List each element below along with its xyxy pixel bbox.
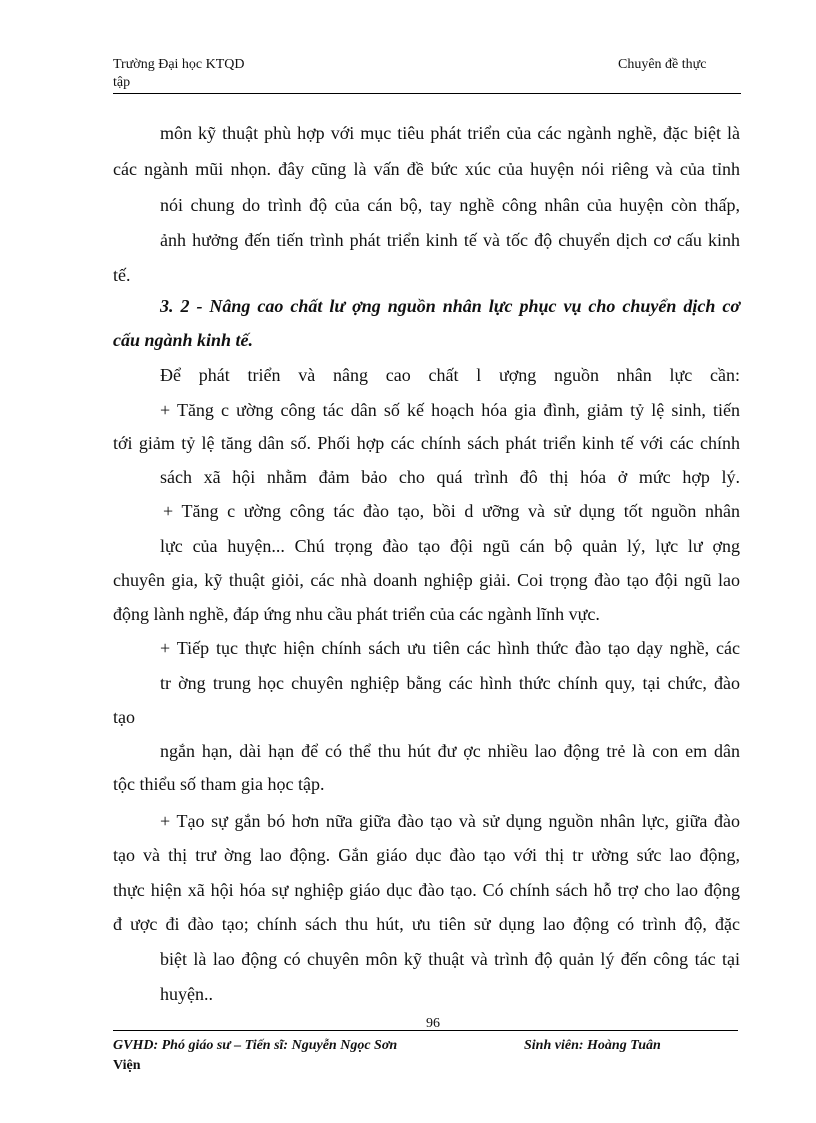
text-line: sách xã hội nhằm đảm bảo cho quá trình đô thị hóa ở mức hợp lý.	[160, 467, 740, 487]
text-line: nói chung do trình độ của cán bộ, tay nghề công nhân của huyện còn thấp,	[160, 195, 740, 215]
section-heading: 3. 2 - Nâng cao chất lư ợng nguồn nhân lực phục vụ cho chuyển dịch cơ	[160, 296, 740, 316]
supervisor-credit: GVHD: Phó giáo sư – Tiến sĩ: Nguyễn Ngọc Sơn	[113, 1038, 398, 1053]
page-header-left	[113, 56, 313, 92]
institute-credit: Viện	[113, 1058, 141, 1073]
text-line: + Tạo sự gắn bó hơn nữa giữa đào tạo và sử dụng nguồn nhân lực, giữa đào	[160, 811, 740, 831]
text-line: + Tăng c ường công tác đào tạo, bồi d ưỡng và sử dụng tốt nguồn nhân	[163, 501, 740, 521]
header-rule	[113, 93, 741, 94]
text-line: đ ược đi đào tạo; chính sách thu hút, ưu tiên sử dụng lao động có trình độ, đặc	[113, 914, 740, 934]
text-line: tộc thiểu số tham gia học tập.	[113, 774, 325, 794]
text-line: ngắn hạn, dài hạn để có thể thu hút đư ợc nhiều lao động trẻ là con em dân	[160, 741, 740, 761]
text-line: thực hiện xã hội hóa sự nghiệp giáo dục đào tạo. Có chính sách hỗ trợ cho lao động	[113, 880, 740, 900]
text-line: Để phát triển và nâng cao chất l ượng nguồn nhân lực cần:	[160, 365, 740, 385]
header-continuation: tập	[113, 75, 131, 90]
text-line: tr ờng trung học chuyên nghiệp bằng các hình thức chính quy, tại chức, đào	[160, 673, 740, 693]
footer-rule	[113, 1030, 738, 1031]
text-line: + Tăng c ường công tác dân số kế hoạch hóa gia đình, giảm tỷ lệ sinh, tiến	[160, 400, 740, 420]
text-line: môn kỹ thuật phù hợp với mục tiêu phát triển của các ngành nghề, đặc biệt là	[160, 123, 740, 143]
text-line: tới giảm tỷ lệ tăng dân số. Phối hợp các chính sách phát triển kinh tế với các chính	[113, 433, 740, 453]
page-number: 96	[426, 1017, 440, 1028]
text-line: động lành nghề, đáp ứng nhu cầu phát triển của các ngành lĩnh vực.	[113, 604, 600, 624]
text-line: chuyên gia, kỹ thuật giỏi, các nhà doanh nghiệp giải. Coi trọng đào tạo đội ngũ lao	[113, 570, 740, 590]
text-line: tạo	[113, 707, 135, 727]
section-heading-cont: cấu ngành kinh tế.	[113, 330, 254, 350]
text-line: ảnh hưởng đến tiến trình phát triển kinh tế và tốc độ chuyển dịch cơ cấu kinh	[160, 230, 740, 250]
text-line: tạo và thị trư ờng lao động. Gắn giáo dục đào tạo với thị tr ường sức lao động,	[113, 845, 740, 865]
text-line: các ngành mũi nhọn. đây cũng là vấn đề bức xúc của huyện nói riêng và của tỉnh	[113, 159, 740, 179]
student-credit: Sinh viên: Hoàng Tuân	[524, 1038, 661, 1053]
text-line: lực của huyện... Chú trọng đào tạo đội ngũ cán bộ quản lý, lực lư ợng	[160, 536, 740, 556]
text-line: huyện..	[160, 984, 213, 1004]
text-line: biệt là lao động có chuyên môn kỹ thuật và trình độ quản lý đến công tác tại	[160, 949, 740, 969]
report-type: Chuyên đề thực	[618, 57, 707, 72]
text-line: tế.	[113, 265, 131, 285]
text-line: + Tiếp tục thực hiện chính sách ưu tiên các hình thức đào tạo dạy nghề, các	[160, 638, 740, 658]
school-name: Trường Đại học KTQD	[113, 57, 245, 72]
